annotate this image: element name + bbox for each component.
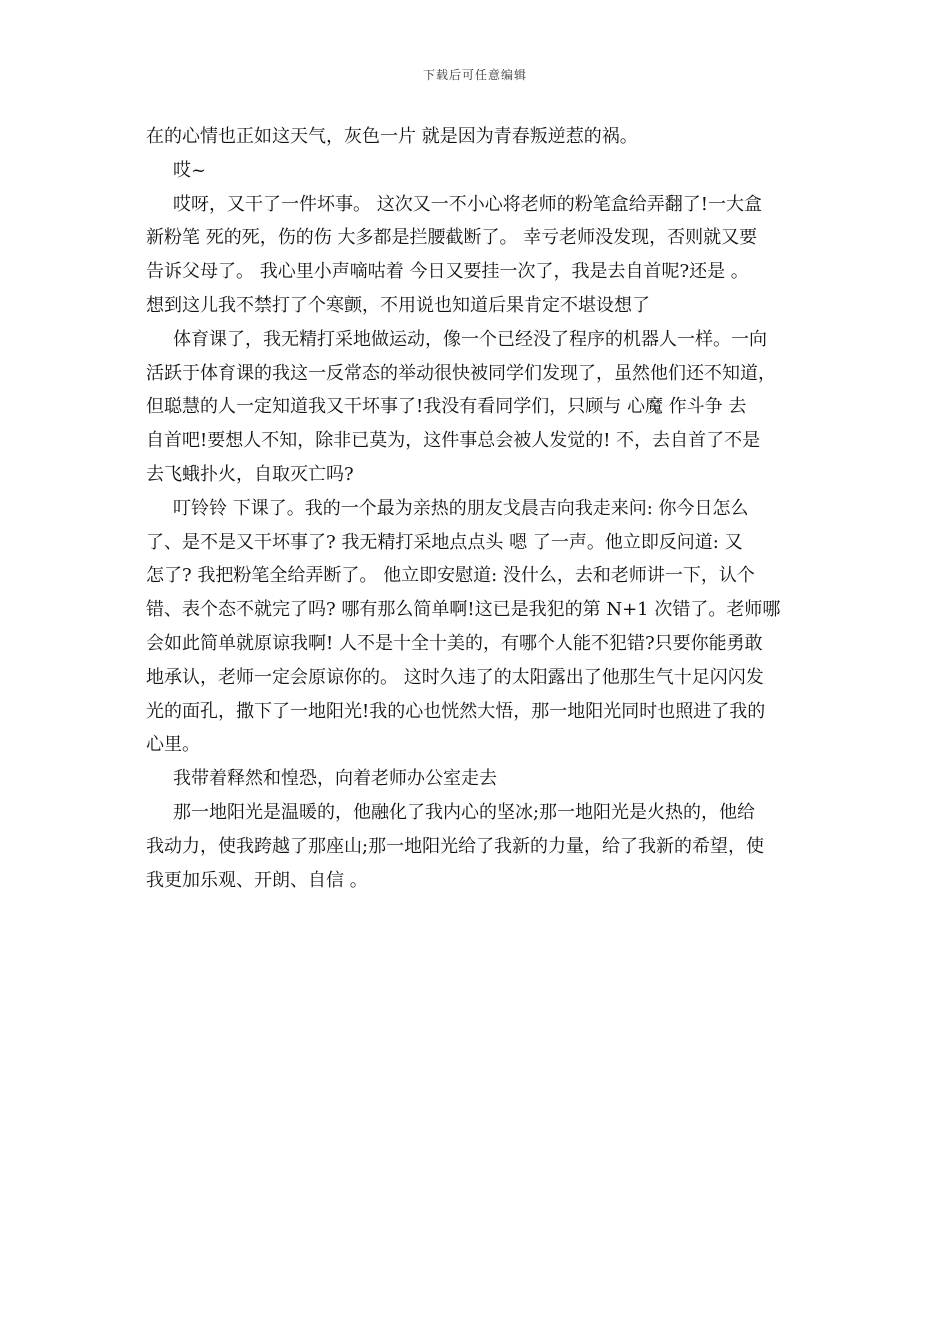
text-line: 哎~ — [173, 159, 207, 181]
text-line: 想到这儿我不禁打了个寒颤，不用说也知道后果肯定不堪设想了 — [146, 294, 650, 316]
text-line: 了、是不是又干坏事了? 我无精打采地点点头 嗯 了一声。他立即反问道: 又 — [146, 531, 743, 553]
text-line: 自首吧!要想人不知，除非已莫为，这件事总会被人发觉的! 不，去自首了不是 — [146, 430, 761, 452]
text-line: 会如此简单就原谅我啊! 人不是十全十美的，有哪个人能不犯错?只要你能勇敢 — [146, 632, 763, 654]
text-line: 我动力，使我跨越了那座山;那一地阳光给了我新的力量，给了我新的希望，使 — [146, 835, 765, 857]
text-line: 但聪慧的人一定知道我又干坏事了!我没有看同学们，只顾与 心魔 作斗争 去 — [146, 396, 747, 418]
text-line: 心里。 — [146, 734, 200, 756]
text-line: 光的面孔，撒下了一地阳光!我的心也恍然大悟，那一地阳光同时也照进了我的 — [146, 700, 766, 722]
text-line: 活跃于体育课的我这一反常态的举动很快被同学们发现了，虽然他们还不知道， — [146, 362, 776, 384]
page-header: 下载后可任意编辑 — [422, 68, 527, 82]
text-line: 怎了? 我把粉笔全给弄断了。 他立即安慰道: 没什么，去和老师讲一下，认个 — [146, 565, 755, 587]
text-line: 告诉父母了。 我心里小声嘀咕着 今日又要挂一次了，我是去自首呢?还是 。 — [146, 261, 749, 283]
document-body — [146, 120, 811, 897]
text-line: 我带着释然和惶恐，向着老师办公室走去 — [173, 768, 497, 790]
text-line: 去飞蛾扑火，自取灭亡吗? — [146, 463, 354, 485]
text-line: 那一地阳光是温暖的，他融化了我内心的坚冰;那一地阳光是火热的，他给 — [173, 801, 756, 823]
text-line: 叮铃铃 下课了。我的一个最为亲热的朋友戈晨吉向我走来问: 你今日怎么 — [173, 497, 749, 519]
text-line: 哎呀，又干了一件坏事。 这次又一不小心将老师的粉笔盒给弄翻了!一大盒 — [173, 193, 762, 215]
text-line: 我更加乐观、开朗、自信 。 — [146, 869, 368, 891]
text-line: 新粉笔 死的死，伤的伤 大多都是拦腰截断了。 幸亏老师没发现，否则就又要 — [146, 227, 758, 249]
text-line: 体育课了，我无精打采地做运动，像一个已经没了程序的机器人一样。一向 — [173, 328, 767, 350]
text-line: 错、表个态不就完了吗? 哪有那么简单啊!这已是我犯的第 N+1 次错了。老师哪 — [146, 599, 781, 621]
text-line: 地承认，老师一定会原谅你的。 这时久违了的太阳露出了他那生气十足闪闪发 — [146, 666, 764, 688]
text-line: 在的心情也正如这天气，灰色一片 就是因为青春叛逆惹的祸。 — [146, 126, 638, 147]
